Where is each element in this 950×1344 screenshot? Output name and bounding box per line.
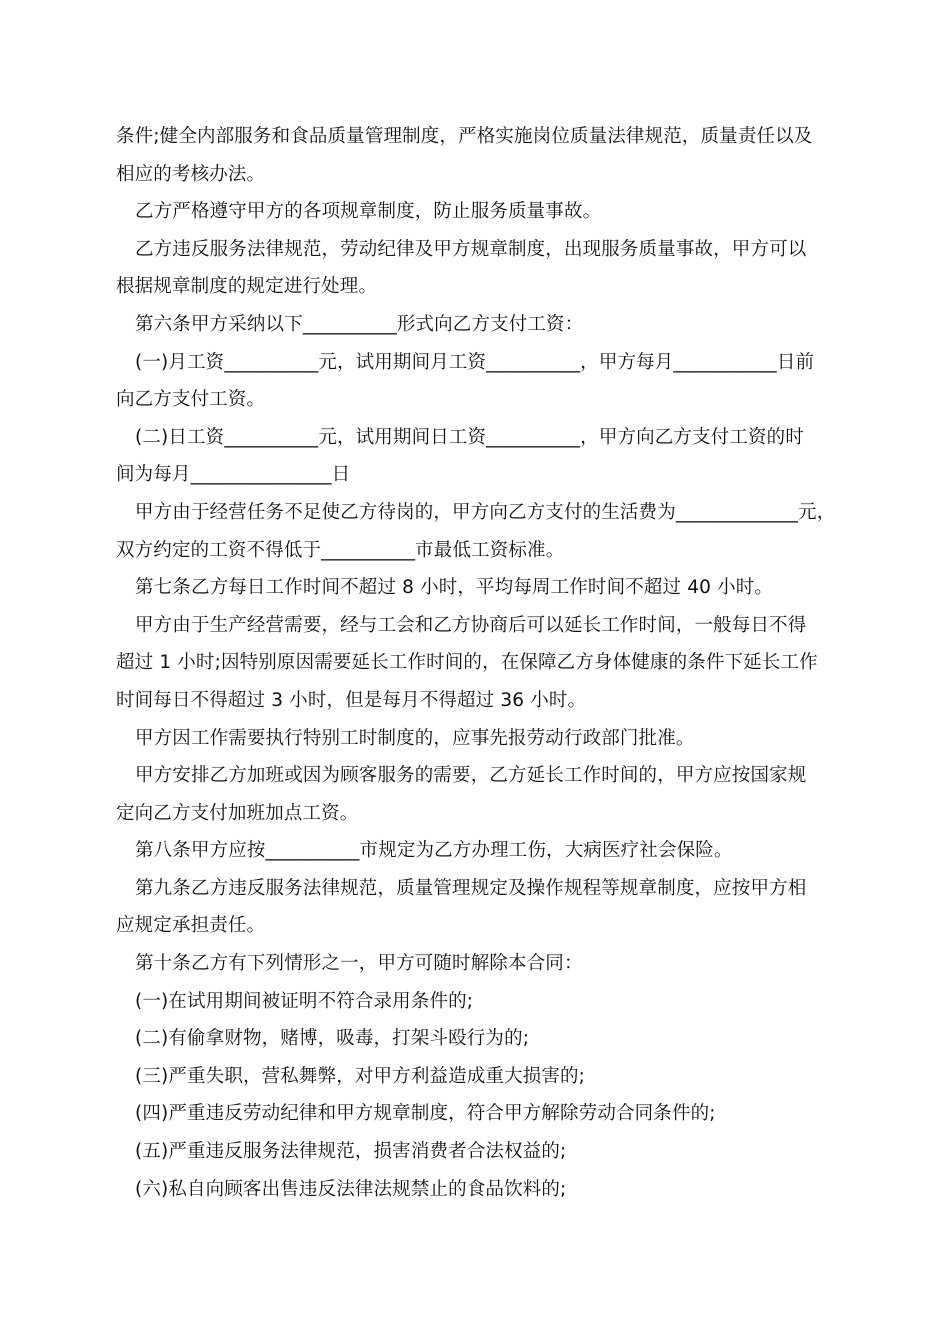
- text-line: 应规定承担责任。: [116, 915, 266, 937]
- text-line: (二)日工资__________元，试用期间日工资__________，甲方向乙方支付工资的时: [135, 426, 804, 448]
- text-line: 向乙方支付工资。: [116, 389, 266, 411]
- list-item: (六)私自向顾客出售违反法律法规禁止的食品饮料的;: [135, 1178, 567, 1200]
- text-line: 时间每日不得超过 3 小时，但是每月不得超过 36 小时。: [116, 689, 587, 711]
- list-item: (四)严重违反劳动纪律和甲方规章制度，符合甲方解除劳动合同条件的;: [135, 1103, 716, 1125]
- article-6-heading: 第六条甲方采纳以下__________形式向乙方支付工资：: [135, 313, 584, 335]
- text-line: 乙方严格遵守甲方的各项规章制度，防止服务质量事故。: [135, 201, 602, 223]
- article-8-heading: 第八条甲方应按__________市规定为乙方办理工伤，大病医疗社会保险。: [135, 840, 733, 862]
- text-line: 甲方由于生产经营需要，经与工会和乙方协商后可以延长工作时间，一般每日不得: [135, 614, 807, 636]
- list-item: (二)有偷拿财物，赌博，吸毒，打架斗殴行为的;: [135, 1028, 530, 1050]
- text-line: 超过 1 小时;因特别原因需要延长工作时间的，在保障乙方身体健康的条件下延长工作: [116, 652, 818, 674]
- article-9-heading: 第九条乙方违反服务法律规范，质量管理规定及操作规程等规章制度，应按甲方相: [135, 877, 807, 899]
- text-line: 甲方因工作需要执行特别工时制度的，应事先报劳动行政部门批准。: [135, 727, 695, 749]
- text-line: 根据规章制度的规定进行处理。: [116, 276, 378, 298]
- text-line: 乙方违反服务法律规范，劳动纪律及甲方规章制度，出现服务质量事故，甲方可以: [135, 238, 807, 260]
- text-line: 条件;健全内部服务和食品质量管理制度，严格实施岗位质量法律规范，质量责任以及: [116, 126, 813, 147]
- article-7-heading: 第七条乙方每日工作时间不超过 8 小时，平均每周工作时间不超过 40 小时。: [135, 577, 774, 599]
- article-10-heading: 第十条乙方有下列情形之一，甲方可随时解除本合同：: [135, 953, 583, 975]
- text-line: 相应的考核办法。: [116, 163, 266, 185]
- text-line: 间为每月_______________日: [116, 464, 351, 486]
- list-item: (三)严重失职，营私舞弊，对甲方利益造成重大损害的;: [135, 1065, 586, 1087]
- text-line: 甲方由于经营任务不足使乙方待岗的，甲方向乙方支付的生活费为_____________元，: [135, 501, 836, 523]
- text-line: 定向乙方支付加班加点工资。: [116, 802, 359, 824]
- text-line: 甲方安排乙方加班或因为顾客服务的需要，乙方延长工作时间的，甲方应按国家规: [135, 765, 807, 787]
- list-item: (五)严重违反服务法律规范，损害消费者合法权益的;: [135, 1141, 567, 1163]
- text-line: 双方约定的工资不得低于__________市最低工资标准。: [116, 539, 565, 561]
- contract-body: [116, 118, 838, 1208]
- text-line: (一)月工资__________元，试用期间月工资__________，甲方每月___________日前: [135, 351, 815, 373]
- list-item: (一)在试用期间被证明不符合录用条件的;: [135, 990, 474, 1012]
